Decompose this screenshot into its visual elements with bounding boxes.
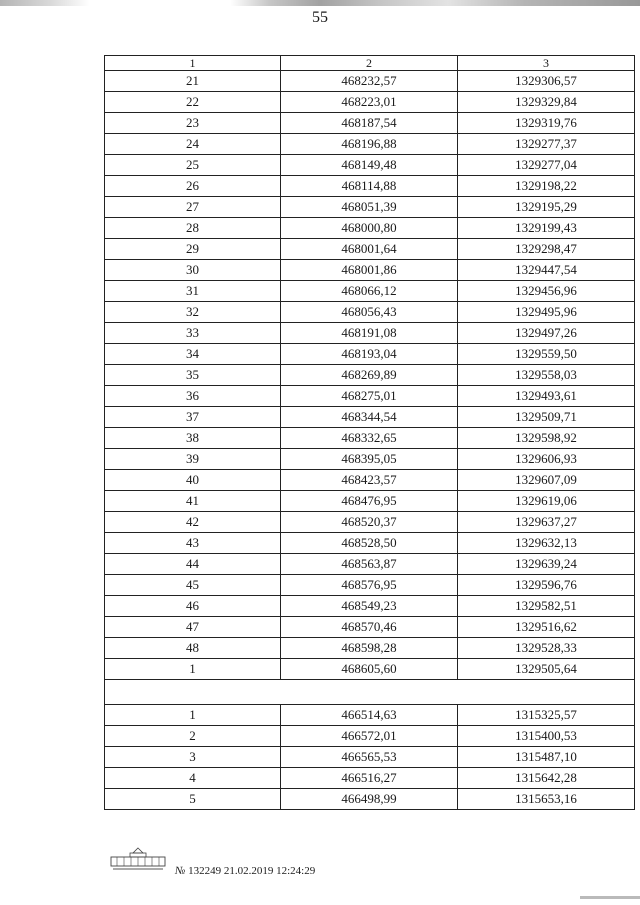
x-coordinate-cell: 466514,63: [281, 705, 458, 726]
header-cell: 3: [458, 56, 635, 71]
x-coordinate-cell: 468598,28: [281, 638, 458, 659]
x-coordinate-cell: 468051,39: [281, 197, 458, 218]
point-number-cell: 43: [105, 533, 281, 554]
scan-edge-artifact-bottom: [580, 896, 640, 899]
table-row: [105, 554, 635, 575]
point-number-cell: 41: [105, 491, 281, 512]
table-row: [105, 575, 635, 596]
point-number-cell: 27: [105, 197, 281, 218]
table-header-row: [105, 56, 635, 71]
point-number-cell: 3: [105, 747, 281, 768]
point-number-cell: 39: [105, 449, 281, 470]
x-coordinate-cell: 468549,23: [281, 596, 458, 617]
point-number-cell: 48: [105, 638, 281, 659]
x-coordinate-cell: 468332,65: [281, 428, 458, 449]
scan-edge-artifact: [0, 0, 640, 6]
x-coordinate-cell: 468528,50: [281, 533, 458, 554]
registry-stamp-icon: [110, 846, 166, 872]
x-coordinate-cell: 468520,37: [281, 512, 458, 533]
y-coordinate-cell: 1329619,06: [458, 491, 635, 512]
point-number-cell: 23: [105, 113, 281, 134]
y-coordinate-cell: 1329198,22: [458, 176, 635, 197]
point-number-cell: 25: [105, 155, 281, 176]
y-coordinate-cell: 1329606,93: [458, 449, 635, 470]
x-coordinate-cell: 468187,54: [281, 113, 458, 134]
table-row: [105, 218, 635, 239]
y-coordinate-cell: 1329516,62: [458, 617, 635, 638]
table-row: [105, 659, 635, 680]
x-coordinate-cell: 466498,99: [281, 789, 458, 810]
point-number-cell: 34: [105, 344, 281, 365]
coordinates-table-container: [104, 55, 634, 810]
point-number-cell: 35: [105, 365, 281, 386]
y-coordinate-cell: 1329598,92: [458, 428, 635, 449]
table-row: [105, 92, 635, 113]
table-row: [105, 344, 635, 365]
x-coordinate-cell: 468269,89: [281, 365, 458, 386]
y-coordinate-cell: 1329559,50: [458, 344, 635, 365]
point-number-cell: 4: [105, 768, 281, 789]
table-row: [105, 512, 635, 533]
table-row: [105, 323, 635, 344]
table-row: [105, 386, 635, 407]
y-coordinate-cell: 1329558,03: [458, 365, 635, 386]
point-number-cell: 38: [105, 428, 281, 449]
y-coordinate-cell: 1329596,76: [458, 575, 635, 596]
x-coordinate-cell: 466516,27: [281, 768, 458, 789]
point-number-cell: 30: [105, 260, 281, 281]
y-coordinate-cell: 1315400,53: [458, 726, 635, 747]
point-number-cell: 26: [105, 176, 281, 197]
table-row: [105, 260, 635, 281]
table-row: [105, 533, 635, 554]
point-number-cell: 5: [105, 789, 281, 810]
y-coordinate-cell: 1329582,51: [458, 596, 635, 617]
y-coordinate-cell: 1315653,16: [458, 789, 635, 810]
coordinates-table: [104, 55, 635, 810]
table-row: [105, 470, 635, 491]
x-coordinate-cell: 468193,04: [281, 344, 458, 365]
x-coordinate-cell: 468000,80: [281, 218, 458, 239]
point-number-cell: 2: [105, 726, 281, 747]
point-number-cell: 42: [105, 512, 281, 533]
table-row: [105, 281, 635, 302]
reference-text: 132249 21.02.2019 12:24:29: [188, 865, 316, 877]
x-coordinate-cell: 466565,53: [281, 747, 458, 768]
x-coordinate-cell: 468001,64: [281, 239, 458, 260]
point-number-cell: 47: [105, 617, 281, 638]
table-row: [105, 638, 635, 659]
point-number-cell: 37: [105, 407, 281, 428]
table-row: [105, 428, 635, 449]
table-row: [105, 302, 635, 323]
point-number-cell: 32: [105, 302, 281, 323]
point-number-cell: 1: [105, 705, 281, 726]
table-row: [105, 197, 635, 218]
y-coordinate-cell: 1329505,64: [458, 659, 635, 680]
x-coordinate-cell: 468149,48: [281, 155, 458, 176]
y-coordinate-cell: 1329607,09: [458, 470, 635, 491]
table-row: [105, 134, 635, 155]
y-coordinate-cell: 1329497,26: [458, 323, 635, 344]
x-coordinate-cell: 468056,43: [281, 302, 458, 323]
table-row: [105, 365, 635, 386]
header-cell: 1: [105, 56, 281, 71]
table-row: [105, 617, 635, 638]
table-row: [105, 705, 635, 726]
y-coordinate-cell: 1329277,37: [458, 134, 635, 155]
y-coordinate-cell: 1315325,57: [458, 705, 635, 726]
x-coordinate-cell: 468605,60: [281, 659, 458, 680]
y-coordinate-cell: 1329277,04: [458, 155, 635, 176]
x-coordinate-cell: 468001,86: [281, 260, 458, 281]
point-number-cell: 21: [105, 71, 281, 92]
y-coordinate-cell: 1329493,61: [458, 386, 635, 407]
table-row: [105, 113, 635, 134]
y-coordinate-cell: 1329637,27: [458, 512, 635, 533]
point-number-cell: 36: [105, 386, 281, 407]
y-coordinate-cell: 1329495,96: [458, 302, 635, 323]
x-coordinate-cell: 468395,05: [281, 449, 458, 470]
y-coordinate-cell: 1329199,43: [458, 218, 635, 239]
point-number-cell: 40: [105, 470, 281, 491]
table-row: [105, 726, 635, 747]
x-coordinate-cell: 468275,01: [281, 386, 458, 407]
section-separator-row: [105, 680, 635, 705]
y-coordinate-cell: 1329447,54: [458, 260, 635, 281]
x-coordinate-cell: 468423,57: [281, 470, 458, 491]
y-coordinate-cell: 1329329,84: [458, 92, 635, 113]
table-row: [105, 407, 635, 428]
point-number-cell: 31: [105, 281, 281, 302]
header-cell: 2: [281, 56, 458, 71]
point-number-cell: 1: [105, 659, 281, 680]
y-coordinate-cell: 1329639,24: [458, 554, 635, 575]
x-coordinate-cell: 468196,88: [281, 134, 458, 155]
table-row: [105, 71, 635, 92]
document-reference: [175, 865, 315, 877]
table-row: [105, 239, 635, 260]
y-coordinate-cell: 1329456,96: [458, 281, 635, 302]
point-number-cell: 24: [105, 134, 281, 155]
y-coordinate-cell: 1315487,10: [458, 747, 635, 768]
x-coordinate-cell: 468066,12: [281, 281, 458, 302]
y-coordinate-cell: 1329319,76: [458, 113, 635, 134]
y-coordinate-cell: 1315642,28: [458, 768, 635, 789]
table-row: [105, 789, 635, 810]
x-coordinate-cell: 468191,08: [281, 323, 458, 344]
table-row: [105, 596, 635, 617]
x-coordinate-cell: 468232,57: [281, 71, 458, 92]
x-coordinate-cell: 468114,88: [281, 176, 458, 197]
point-number-cell: 28: [105, 218, 281, 239]
table-row: [105, 768, 635, 789]
table-row: [105, 155, 635, 176]
y-coordinate-cell: 1329528,33: [458, 638, 635, 659]
table-row: [105, 491, 635, 512]
point-number-cell: 33: [105, 323, 281, 344]
x-coordinate-cell: 468570,46: [281, 617, 458, 638]
x-coordinate-cell: 468344,54: [281, 407, 458, 428]
y-coordinate-cell: 1329195,29: [458, 197, 635, 218]
point-number-cell: 44: [105, 554, 281, 575]
y-coordinate-cell: 1329509,71: [458, 407, 635, 428]
section-separator-cell: [105, 680, 635, 705]
point-number-cell: 46: [105, 596, 281, 617]
y-coordinate-cell: 1329306,57: [458, 71, 635, 92]
table-row: [105, 747, 635, 768]
point-number-cell: 29: [105, 239, 281, 260]
x-coordinate-cell: 468576,95: [281, 575, 458, 596]
y-coordinate-cell: 1329632,13: [458, 533, 635, 554]
page-number: 55: [312, 9, 328, 26]
number-sign: №: [175, 865, 186, 877]
x-coordinate-cell: 468476,95: [281, 491, 458, 512]
y-coordinate-cell: 1329298,47: [458, 239, 635, 260]
x-coordinate-cell: 466572,01: [281, 726, 458, 747]
table-row: [105, 449, 635, 470]
x-coordinate-cell: 468563,87: [281, 554, 458, 575]
point-number-cell: 22: [105, 92, 281, 113]
x-coordinate-cell: 468223,01: [281, 92, 458, 113]
table-row: [105, 176, 635, 197]
point-number-cell: 45: [105, 575, 281, 596]
